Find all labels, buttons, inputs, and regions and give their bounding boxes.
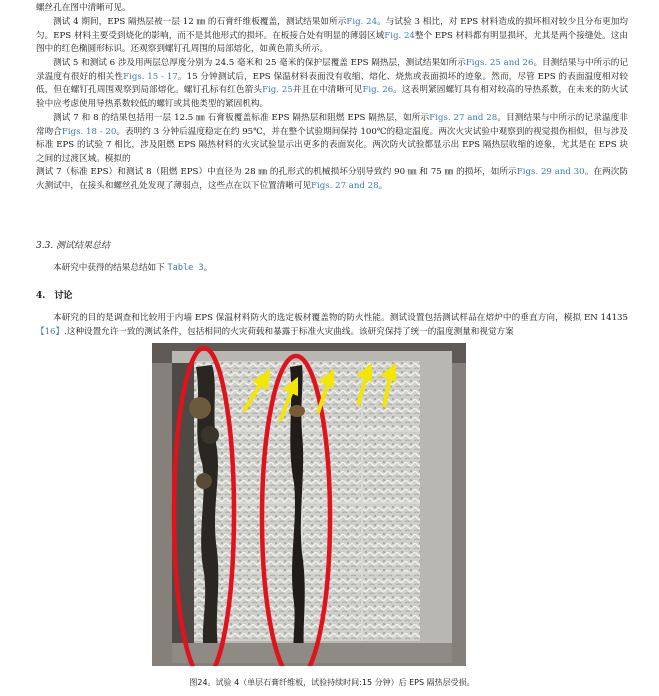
text: 测试 4 期间，EPS 隔热层被一层 12 ㎜ 的石膏纤维板覆盖，测试结果如所示 — [53, 17, 347, 27]
text: 。与试验 3 相比，对 EPS 材料造成的损坏相对较少且分布更加均匀。EPS 材料主要受到烧化的影响，而不是其他形式的损坏。在板接合处有明显的薄弱区域 — [36, 17, 628, 41]
text: 。目测结果与中所示的记录温度非常吻合 — [36, 113, 628, 137]
text: 整个 EPS 材料都有明显损坏，尤其是两个接缝处。这由图中的红色椭圆形标识。还观察到螺钉孔周围的局部熔化，如黄色箭头所示。 — [36, 30, 628, 55]
paragraph-summary — [36, 262, 628, 276]
figure-link[interactable]: Figs. 27 and 28 — [311, 180, 379, 191]
text: 。 — [378, 180, 388, 191]
text: 。表明约 3 分钟后温度稳定在约 95℃，并在整个试验期间保持 100℃的稳定温度。两次火灾试验中观察到的视觉损伤相似，但与涉及标准 EPS 的试验 7 相比，涉及阻燃 EPS 隔热材料的火灾试验显示出更多的表面炭化。两次防火试验都显示出 EPS 隔热层收缩的迹象，尤其是在 EPS 块之间的过渡区域。模拟的 — [36, 126, 628, 164]
text: 本研究中获得的结果总结如下 — [53, 263, 165, 273]
eps-damage-photo — [152, 343, 466, 666]
table-link[interactable]: Table 3 — [167, 263, 204, 273]
figure-link[interactable]: Fig. 26 — [362, 85, 394, 96]
paragraph-discussion — [36, 312, 628, 339]
text: 测试 7 和 8 的结果包括用一层 12.5 ㎜ 石膏板覆盖标准 EPS 隔热层和阻燃 EPS 隔热层，如所示 — [53, 113, 430, 123]
figure-link[interactable]: Figs. 27 and 28 — [429, 113, 498, 123]
figure-link[interactable]: Fig. 24 — [346, 17, 378, 27]
text: .这种设置允许一致的测试条件，包括相同的火灾荷载和暴露于标准火灾曲线。该研究保持了统一的温度测量和视觉方案 — [64, 326, 514, 337]
text: 。15 分钟测试后，EPS 保温材料表面没有收缩、熔化、烧焦或表面损坏的迹象。然而，尽管 EPS 的表面温度相对较低，但在螺钉孔周围观察到局部熔化。螺钉孔标有红色箭头 — [36, 71, 628, 96]
paragraph-test7-8 — [36, 112, 628, 194]
figure-link[interactable]: Fig. 25 — [262, 85, 293, 96]
text: 。 — [203, 263, 213, 273]
text: 并且在中清晰可见 — [292, 85, 363, 96]
text: 测试 5 和测试 6 涉及用两层总厚度分别为 24.5 毫米和 25 毫米的保护层覆盖 EPS 隔热层，测试结果如所示 — [53, 58, 466, 68]
section-title: 讨论 — [54, 291, 73, 301]
text: 。在两次防火测试中，在接头和螺丝孔处发现了薄弱点，这些点在以下位置清晰可见 — [36, 167, 628, 191]
section-heading-3-3: 3.3. 测试结果总结 — [36, 241, 111, 251]
figure-24-photo — [152, 343, 466, 666]
text: 螺丝孔在图中清晰可见。 — [36, 3, 131, 13]
figure-link[interactable]: Figs. 25 and 26 — [465, 58, 534, 68]
paragraph-test5-6 — [36, 57, 628, 111]
figure-caption: 图24。试验 4（单层石膏纤维板，试验持续时间:15 分钟）后 EPS 隔热层受损。 — [189, 678, 475, 687]
text: 。目测结果与中所示的记录温度有很好的相关性 — [36, 58, 628, 82]
text: 测试 7（标准 EPS）和测试 8（阻燃 EPS）中直径为 28 ㎜ 的孔形式的机械损坏分别导致约 90 ㎜ 和 75 ㎜ 的损坏，如所示 — [36, 167, 517, 178]
section-number: 4. — [36, 291, 46, 301]
figure-link[interactable]: Figs. 29 and 30 — [516, 167, 585, 178]
paragraph-1 — [36, 2, 628, 16]
figure-link[interactable]: Figs. 15 - 17 — [123, 71, 178, 82]
citation-link[interactable]: 【16】 — [36, 326, 65, 337]
figure-link[interactable]: Fig. 24 — [384, 30, 415, 41]
text: 本研究的目的是调查和比较用于内墙 EPS 保温材料防火的选定板材覆盖物的防火性能。测试设置包括测试样品在熔炉中的垂直方向，模拟 EN 14135 — [53, 313, 628, 323]
text: 。这表明紧固螺钉具有相对较高的导热系数，在未来的防火试验中应考虑使用导热系数较低的螺钉或其他类型的紧固机构。 — [36, 85, 628, 109]
figure-link[interactable]: Figs. 18 - 20 — [61, 126, 117, 137]
section-heading-4 — [36, 288, 72, 301]
paragraph-test4 — [36, 16, 628, 57]
